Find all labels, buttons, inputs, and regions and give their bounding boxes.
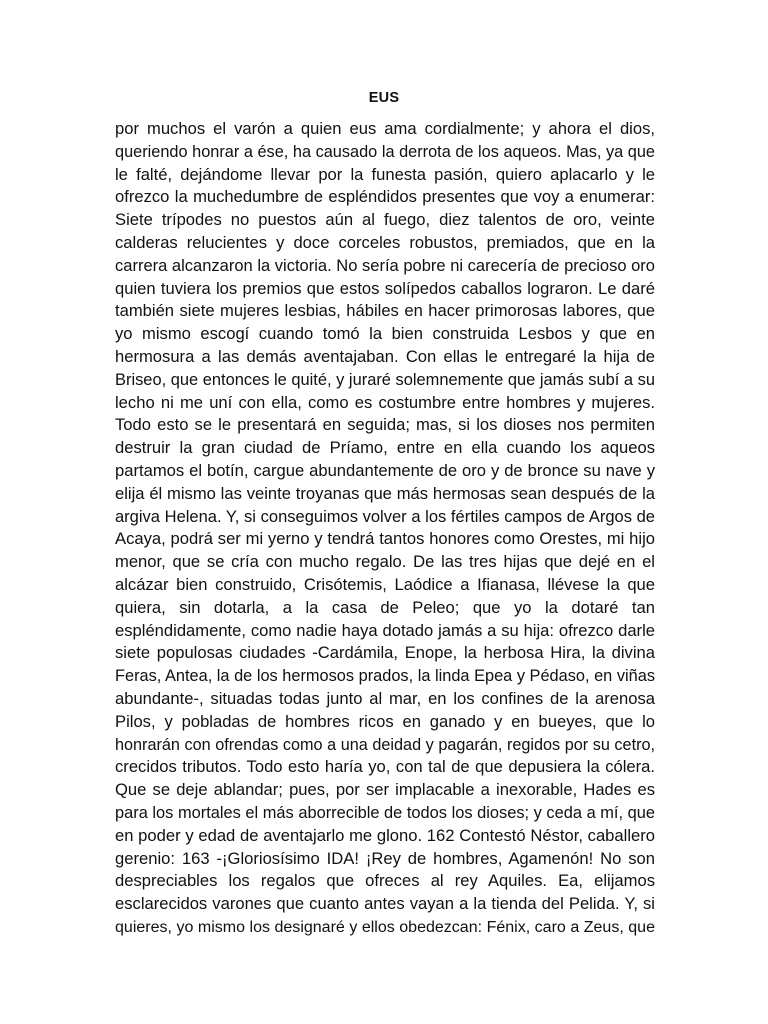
text-line: elija él mismo las veinte troyanas que más hermosas sean después de la (115, 483, 655, 503)
text-line: despreciables los regalos que ofreces al rey Aquiles. Ea, elijamos (115, 871, 655, 891)
body-text (115, 118, 655, 939)
text-line: yo mismo escogí cuando tomó la bien construida Lesbos y que en (115, 324, 655, 344)
text-line: menor, que se cría con mucho regalo. De las tres hijas que dejé en el (115, 552, 655, 572)
text-line: hermosura a las demás aventajaban. Con ellas le entregaré la hija de (115, 346, 655, 366)
text-line: esclarecidos varones que cuanto antes vayan a la tienda del Pelida. Y, si (115, 894, 655, 914)
text-line: quiera, sin dotarla, a la casa de Peleo; que yo la dotaré tan (115, 597, 655, 617)
text-line: quien tuviera los premios que estos solípedos caballos lograron. Le daré (115, 278, 655, 298)
text-line: queriendo honrar a ése, ha causado la derrota de los aqueos. Mas, ya que (115, 142, 655, 161)
page-title: EUS (368, 90, 400, 106)
text-line: en poder y edad de aventajarlo me glono. 162 Contestó Néstor, caballero (115, 825, 655, 845)
text-line: también siete mujeres lesbias, hábiles en hacer primorosas labores, que (115, 301, 655, 321)
text-line: calderas relucientes y doce corceles robustos, premiados, que en la (115, 232, 655, 252)
text-line: espléndidamente, como nadie haya dotado jamás a su hija: ofrezco darle (115, 620, 655, 640)
text-line: partamos el botín, cargue abundantemente de oro y de bronce su nave y (115, 460, 655, 480)
text-line: destruir la gran ciudad de Príamo, entre en ella cuando los aqueos (115, 438, 655, 458)
text-line: crecidos tributos. Todo esto haría yo, con tal de que depusiera la cólera. (115, 757, 655, 777)
text-line: siete populosas ciudades -Cardámila, Enope, la herbosa Hira, la divina (115, 643, 655, 663)
text-line: lecho ni me uní con ella, como es costumbre entre hombres y mujeres. (115, 392, 655, 412)
text-line: Que se deje ablandar; pues, por ser implacable a inexorable, Hades es (115, 780, 655, 800)
text-line: ofrezco la muchedumbre de espléndidos presentes que voy a enumerar: (115, 187, 655, 207)
text-line: Siete trípodes no puestos aún al fuego, diez talentos de oro, veinte (115, 210, 655, 230)
text-line: abundante-, situadas todas junto al mar, en los confines de la arenosa (115, 688, 655, 708)
text-line: quieres, yo mismo los designaré y ellos obedezcan: Fénix, caro a Zeus, que (115, 917, 655, 936)
text-line: por muchos el varón a quien eus ama cordialmente; y ahora el dios, (115, 119, 655, 138)
text-line: gerenio: 163 -¡Gloriosísimo IDA! ¡Rey de hombres, Agamenón! No son (115, 848, 655, 868)
text-line: le falté, dejándome llevar por la funesta pasión, quiero aplacarlo y le (115, 164, 655, 184)
text-line: para los mortales el más aborrecible de todos los dioses; y ceda a mí, que (115, 803, 655, 822)
text-line: Todo esto se le presentará en seguida; mas, si los dioses nos permiten (115, 415, 655, 435)
text-line: honrarán con ofrendas como a una deidad y pagarán, regidos por su cetro, (115, 735, 655, 754)
text-line: Pilos, y pobladas de hombres ricos en ganado y en bueyes, que lo (115, 711, 655, 731)
text-line: alcázar bien construido, Crisótemis, Laódice a Ifianasa, llévese la que (115, 574, 655, 594)
text-line: Briseo, que entonces le quité, y juraré solemnemente que jamás subí a su (115, 370, 656, 389)
text-line: Feras, Antea, la de los hermosos prados, la linda Epea y Pédaso, en viñas (115, 667, 655, 686)
text-line: carrera alcanzaron la victoria. No sería pobre ni carecería de precioso oro (115, 255, 655, 275)
text-line: argiva Helena. Y, si conseguimos volver a los fértiles campos de Argos de (115, 506, 655, 526)
text-line: Acaya, podrá ser mi yerno y tendrá tantos honores como Orestes, mi hijo (115, 529, 655, 549)
